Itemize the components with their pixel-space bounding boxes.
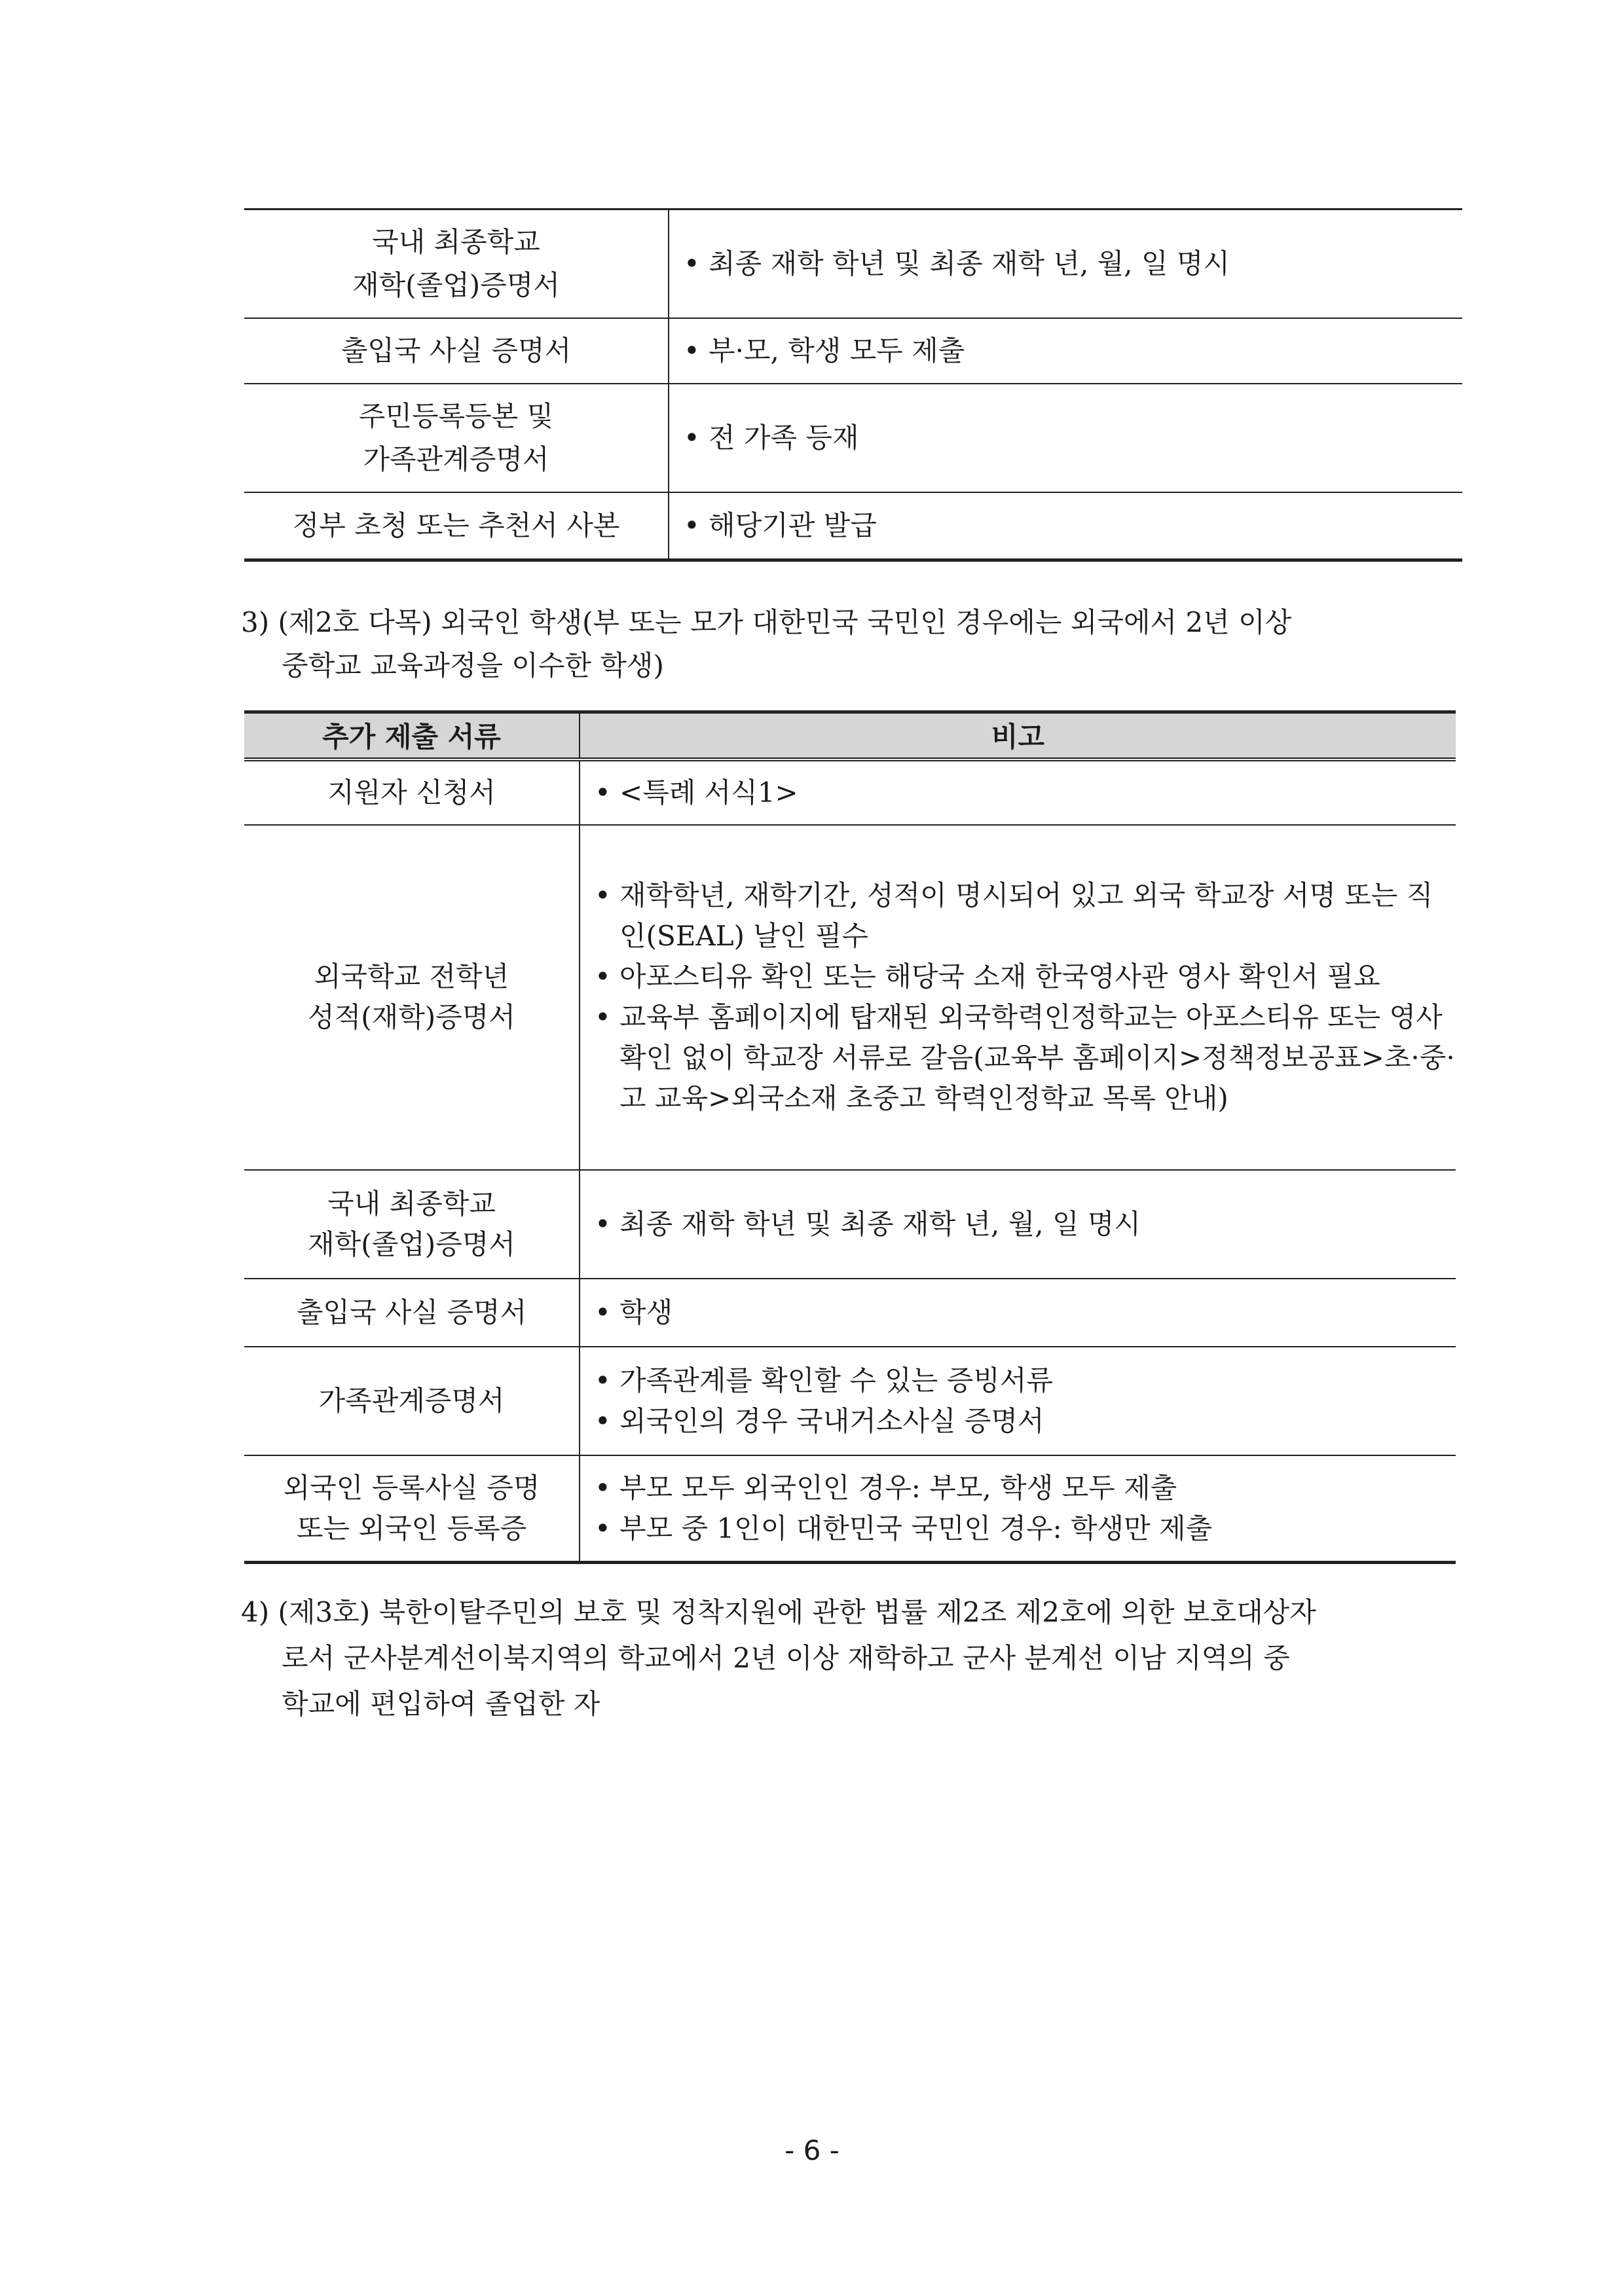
remarks-item: • 전 가족 등재: [669, 418, 1462, 458]
document-name-cell: [244, 759, 580, 825]
section-3-text-line-1: (제2호 다목) 외국인 학생(부 또는 모가 대한민국 국민인 경우에는 외국에서 2년 이상: [278, 606, 1292, 638]
table-row: [244, 1170, 1456, 1279]
remarks-item: • 아포스티유 확인 또는 해당국 소재 한국영사관 영사 확인서 필요: [580, 957, 1456, 997]
table-row: [244, 1455, 1456, 1563]
document-name-cell: [244, 210, 669, 318]
document-name-line: 외국학교 전학년: [314, 960, 509, 993]
additional-documents-table-body: [244, 759, 1456, 1563]
remarks-list: [580, 1292, 1456, 1333]
section-4-text-line-1: (제3호) 북한이탈주민의 보호 및 정착지원에 관한 법률 제2조 제2호에 의한 보호대상자: [278, 1596, 1316, 1628]
section-4-number: 4): [241, 1596, 270, 1628]
remarks-item: • 가족관계를 확인할 수 있는 증빙서류: [580, 1360, 1456, 1401]
remarks-item: • 부모 모두 외국인인 경우: 부모, 학생 모두 제출: [580, 1468, 1456, 1508]
section-4-line-1: [241, 1590, 1466, 1635]
remarks-cell: [669, 492, 1462, 560]
remarks-item: • 최종 재학 학년 및 최종 재학 년, 월, 일 명시: [669, 244, 1462, 284]
remarks-item: • 부·모, 학생 모두 제출: [669, 331, 1462, 371]
document-name-line: 국내 최종학교: [372, 225, 540, 258]
remarks-item: • 교육부 홈페이지에 탑재된 외국학력인정학교는 아포스티유 또는 영사 확인 없이 학교장 서류로 갈음(교육부 홈페이지>정책정보공표>초·중·고 교육>외국소재 초중고 학력인정학교 목록 안내): [580, 997, 1456, 1119]
table-row: [244, 384, 1462, 492]
document-name-cell: [244, 492, 669, 560]
remarks-list: [580, 1204, 1456, 1245]
header-additional-documents: 추가 제출 서류: [244, 712, 580, 759]
document-name-cell: [244, 1170, 580, 1279]
remarks-cell: [580, 825, 1456, 1170]
section-3-text-line-2: 중학교 교육과정을 이수한 학생): [282, 649, 664, 682]
table-row: [244, 210, 1462, 318]
document-name-line: 가족관계증명서: [318, 1384, 505, 1417]
documents-table-continued: [244, 208, 1462, 562]
table-row: [244, 825, 1456, 1170]
table-row: [244, 318, 1462, 384]
remarks-list: [669, 331, 1462, 371]
remarks-item: • 외국인의 경우 국내거소사실 증명서: [580, 1401, 1456, 1442]
page-number: - 6 -: [784, 2134, 840, 2166]
document-name-line: 외국인 등록사실 증명: [283, 1471, 540, 1504]
remarks-item: • <특례 서식1>: [580, 773, 1456, 813]
section-4-paragraph: [241, 1590, 1466, 1727]
remarks-item: • 재학학년, 재학기간, 성적이 명시되어 있고 외국 학교장 서명 또는 직인(SEAL) 날인 필수: [580, 875, 1456, 957]
documents-table-body: [244, 210, 1462, 560]
remarks-cell: [580, 1170, 1456, 1279]
document-name-line: 재학(졸업)증명서: [352, 268, 560, 301]
remarks-cell: [580, 1279, 1456, 1347]
document-name-line: 성적(재학)증명서: [308, 1001, 515, 1033]
table-row: [244, 1279, 1456, 1347]
document-name-line: 국내 최종학교: [327, 1187, 496, 1220]
document-name-line: 지원자 신청서: [327, 776, 496, 809]
remarks-cell: [580, 1455, 1456, 1563]
remarks-item: • 학생: [580, 1292, 1456, 1333]
remarks-list: [669, 505, 1462, 546]
section-3-number: 3): [241, 606, 270, 638]
document-name-cell: [244, 1279, 580, 1347]
header-remarks: 비고: [580, 712, 1456, 759]
document-name-line: 출입국 사실 증명서: [341, 334, 572, 367]
document-name-cell: [244, 825, 580, 1170]
remarks-list: [669, 244, 1462, 284]
table-row: [244, 492, 1462, 560]
remarks-list: [580, 875, 1456, 1119]
remarks-list: [580, 1360, 1456, 1442]
document-name-line: 또는 외국인 등록증: [296, 1512, 527, 1544]
section-4-line-2: [241, 1635, 1466, 1681]
remarks-item: • 부모 중 1인이 대한민국 국민인 경우: 학생만 제출: [580, 1508, 1456, 1549]
section-3-paragraph: [241, 601, 1466, 687]
section-4-text-line-3: 학교에 편입하여 졸업한 자: [282, 1688, 600, 1720]
document-name-line: 주민등록등본 및: [358, 399, 554, 432]
remarks-list: [669, 418, 1462, 458]
remarks-cell: [580, 759, 1456, 825]
remarks-cell: [669, 384, 1462, 492]
section-4-text-line-2: 로서 군사분계선이북지역의 학교에서 2년 이상 재학하고 군사 분계선 이남 지역의 중: [282, 1642, 1290, 1674]
remarks-item: • 최종 재학 학년 및 최종 재학 년, 월, 일 명시: [580, 1204, 1456, 1245]
document-name-cell: [244, 384, 669, 492]
remarks-item: • 해당기관 발급: [669, 505, 1462, 546]
document-name-line: 정부 초청 또는 추천서 사본: [292, 509, 620, 541]
remarks-cell: [669, 318, 1462, 384]
document-name-line: 재학(졸업)증명서: [308, 1228, 515, 1260]
document-name-cell: [244, 1347, 580, 1455]
document-name-cell: [244, 318, 669, 384]
remarks-list: [580, 773, 1456, 813]
table-header-row: [244, 712, 1456, 759]
section-4-line-3: [241, 1681, 1466, 1727]
remarks-cell: [580, 1347, 1456, 1455]
document-name-cell: [244, 1455, 580, 1563]
section-3-line-2: [241, 644, 1466, 687]
section-3-line-1: [241, 601, 1466, 644]
document-name-line: 출입국 사실 증명서: [296, 1296, 527, 1328]
remarks-cell: [669, 210, 1462, 318]
table-row: [244, 759, 1456, 825]
additional-documents-table: [244, 710, 1456, 1564]
table-row: [244, 1347, 1456, 1455]
remarks-list: [580, 1468, 1456, 1549]
document-name-line: 가족관계증명서: [363, 443, 549, 475]
